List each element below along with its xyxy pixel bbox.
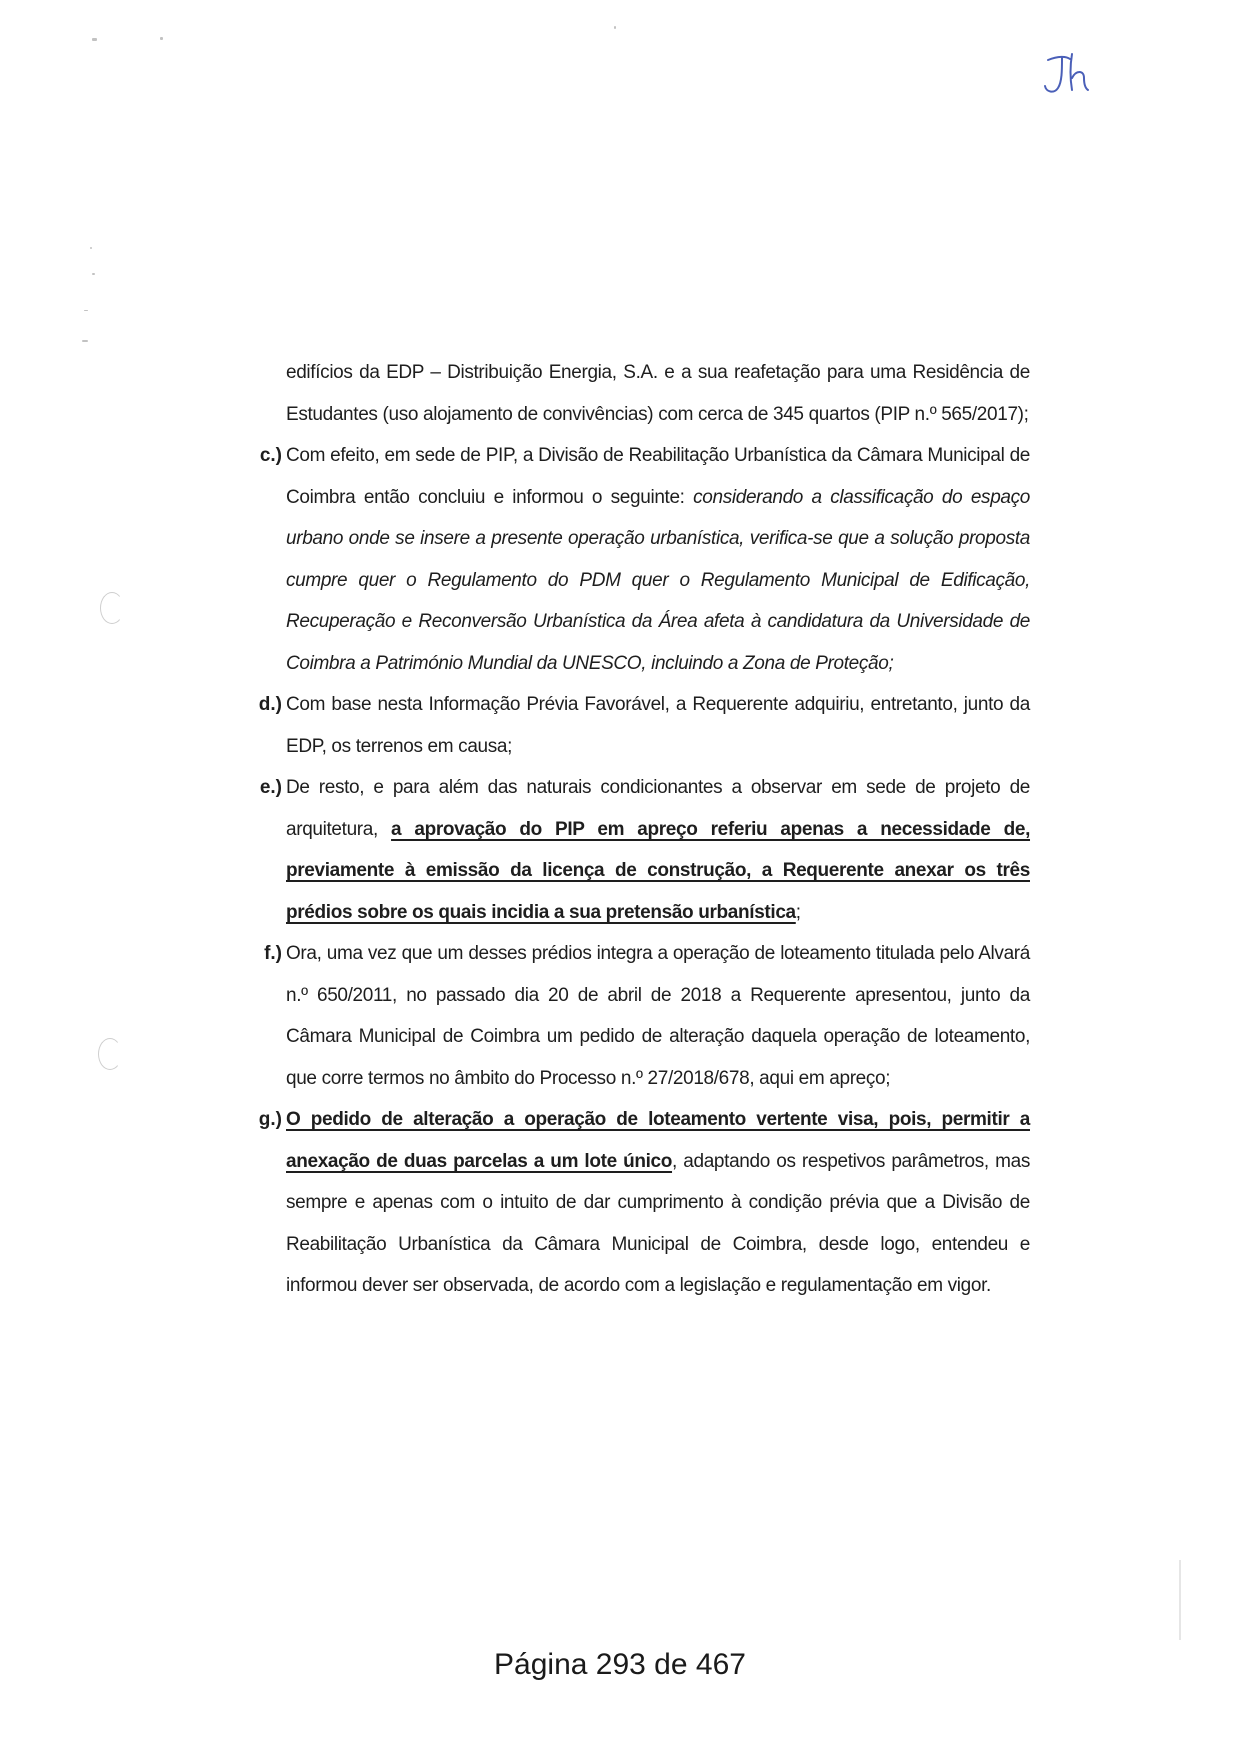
paragraph-text: Com base nesta Informação Prévia Favorável, a Requerente adquiriu, entretanto, junto da EDP, os terrenos em causa;	[286, 694, 1030, 757]
handwritten-initials-signature	[1040, 50, 1100, 100]
scan-speck	[82, 340, 88, 342]
paragraph-f	[264, 933, 1030, 1099]
paragraph-label: e.)	[259, 777, 282, 798]
scan-speck	[614, 26, 616, 29]
paragraph-text: , adaptando os respetivos parâmetros, mas sempre e apenas com o intuito de dar cumprimento à condição prévia que a Divisão de Reabilitação Urbanística da Câmara Municipal de Coimbra, desde logo, entendeu e informou dever ser observada, de acordo com a legislação e regulamentação em vigor.	[286, 1150, 1030, 1296]
quoted-italic-text: considerando a classificação do espaço urbano onde se insere a presente operação urbanística, verifica-se que a solução proposta cumpre quer o Regulamento do PDM quer o Regulamento Municipal de Edificação, Recuperação e Reconversão Urbanística da Área afeta à candidatura da Universidade de Coimbra a Património Mundial da UNESCO, incluindo a Zona de Proteção;	[286, 486, 1031, 674]
paragraph-d	[258, 684, 1030, 767]
scan-speck	[92, 38, 97, 41]
page-number-footer: Página 293 de 467	[494, 1648, 746, 1681]
paragraph-label: c.)	[259, 445, 282, 466]
paragraph-text: edifícios da EDP – Distribuição Energia, S.A. e a sua reafetação para uma Residência de Estudantes (uso alojamento de convivências) com cerca de 345 quartos (PIP n.º 565/2017);	[286, 362, 1030, 425]
paragraph-e	[259, 767, 1031, 933]
punch-hole-mark	[100, 592, 124, 624]
underlined-emphasis-text: a aprovação do PIP em apreço referiu apenas a necessidade de, previamente à emissão da licença de construção, a Requerente anexar os três prédios sobre os quais incidia a sua pretensão urbanística	[286, 818, 1031, 923]
scan-speck	[92, 273, 95, 275]
paragraph-label: d.)	[258, 694, 282, 715]
paragraph-b-continuation	[286, 352, 1030, 435]
paragraph-text: Ora, uma vez que um desses prédios integra a operação de loteamento titulada pelo Alvará n.º 650/2011, no passado dia 20 de abril de 2018 a Requerente apresentou, junto da Câmara Municipal de Coimbra um pedido de alteração daquela operação de loteamento, que corre termos no âmbito do Processo n.º 27/2018/678, aqui em apreço;	[286, 943, 1030, 1089]
paragraph-text: Com efeito, em sede de PIP, a Divisão de Reabilitação Urbanística da Câmara Municipal de Coimbra então concluiu e informou o seguinte:	[286, 445, 1030, 508]
document-body	[250, 352, 1030, 1307]
paragraph-label: g.)	[258, 1109, 282, 1130]
paragraph-label: f.)	[264, 943, 282, 964]
punch-hole-mark	[98, 1038, 122, 1070]
scan-speck	[84, 310, 88, 311]
scan-edge-shadow	[1179, 1560, 1181, 1640]
paragraph-text-end: ;	[795, 901, 801, 923]
paragraph-c	[259, 435, 1031, 684]
scan-speck	[160, 37, 163, 40]
paragraph-g	[258, 1099, 1030, 1307]
scan-speck	[90, 247, 92, 249]
paragraph-text: De resto, e para além das naturais condicionantes a observar em sede de projeto de arquitetura,	[286, 777, 1030, 840]
underlined-emphasis-text: O pedido de alteração a operação de loteamento vertente visa, pois, permitir a anexação de duas parcelas a um lote único	[286, 1109, 1030, 1172]
